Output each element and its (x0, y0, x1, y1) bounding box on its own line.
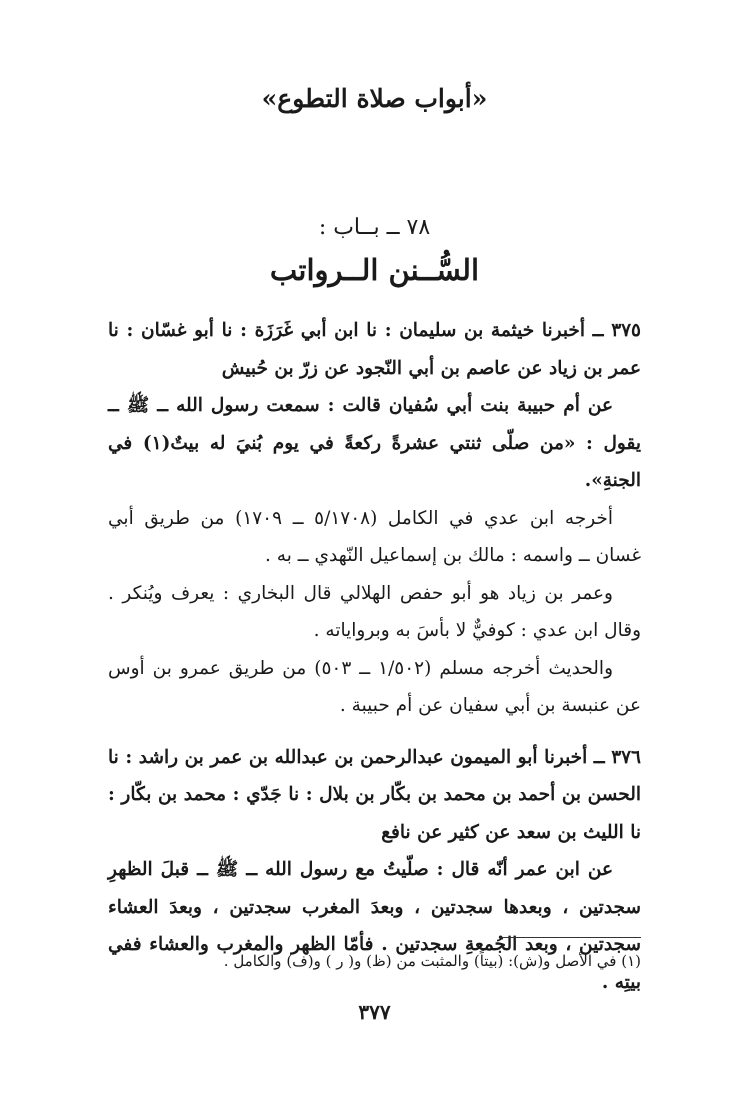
footnote: (١) في الأصل و(ش): (بيتاً) والمثبت من (ظ) و( ر ) و(ف) والكامل . (223, 952, 641, 970)
hadith-376-matn: عن ابن عمر أنّه قال : صلّيتُ مع رسول الله ــ ﷺ ــ قبلَ الظهرِ سجدتين ، وبعدها سجدتين ، وبعدَ المغرب سجدتين ، وبعدَ العشاء سجدتين ، وبعد الجُمعةِ سجدتين . فأمّا الظهر والمغرب والعشاء ففي بيتِه . (108, 859, 641, 993)
narrator-note-paragraph: وعمر بن زياد هو أبو حفص الهلالي قال البخاري : يعرف ويُنكر . وقال ابن عدي : كوفيٌّ لا بأسَ به وبرواياته . (108, 582, 641, 641)
takhrij-paragraph: أخرجه ابن عدي في الكامل (٥/١٧٠٨ ــ ١٧٠٩) من طريق أبي غسان ــ واسمه : مالك بن إسماعيل النّهدي ــ به . (108, 507, 641, 566)
muslim-reference-paragraph: والحديث أخرجه مسلم (١/٥٠٢ ــ ٥٠٣) من طريق عمرو بن أوس عن عنبسة بن أبي سفيان عن أم حبيبة . (108, 657, 641, 716)
hadith-375-matn: عن أم حبيبة بنت أبي سُفيان قالت : سمعت رسول الله ــ ﷺ ــ يقول : «من صلّى ثنتي عشرةً ركعةً في يوم بُنيَ له بيتٌ(١) في الجنةِ». (108, 395, 641, 491)
running-title: «أبواب صلاة التطوع» (261, 84, 488, 113)
chapter-number: ٧٨ ــ بــاب : (318, 215, 431, 240)
footnote-divider (501, 937, 641, 938)
hadith-376-isnad: ٣٧٦ ــ أخبرنا أبو الميمون عبدالرحمن بن عبدالله بن عمر بن راشد : نا الحسن بن أحمد بن محمد بن بكّار بن بلال : نا جَدّي : محمد بن بكّار : نا الليث بن سعد عن كثير عن نافع (108, 746, 641, 843)
main-text (108, 312, 641, 1001)
chapter-title: السُّــنن الــرواتب (269, 253, 480, 287)
page-number: ٣٧٧ (358, 1000, 391, 1024)
hadith-375-isnad: ٣٧٥ ــ أخبرنا خيثمة بن سليمان : نا ابن أبي غَرَزَة : نا أبو غسّان : نا عمر بن زياد عن عاصم بن أبي النّجود عن زرّ بن حُبيش (108, 320, 641, 379)
